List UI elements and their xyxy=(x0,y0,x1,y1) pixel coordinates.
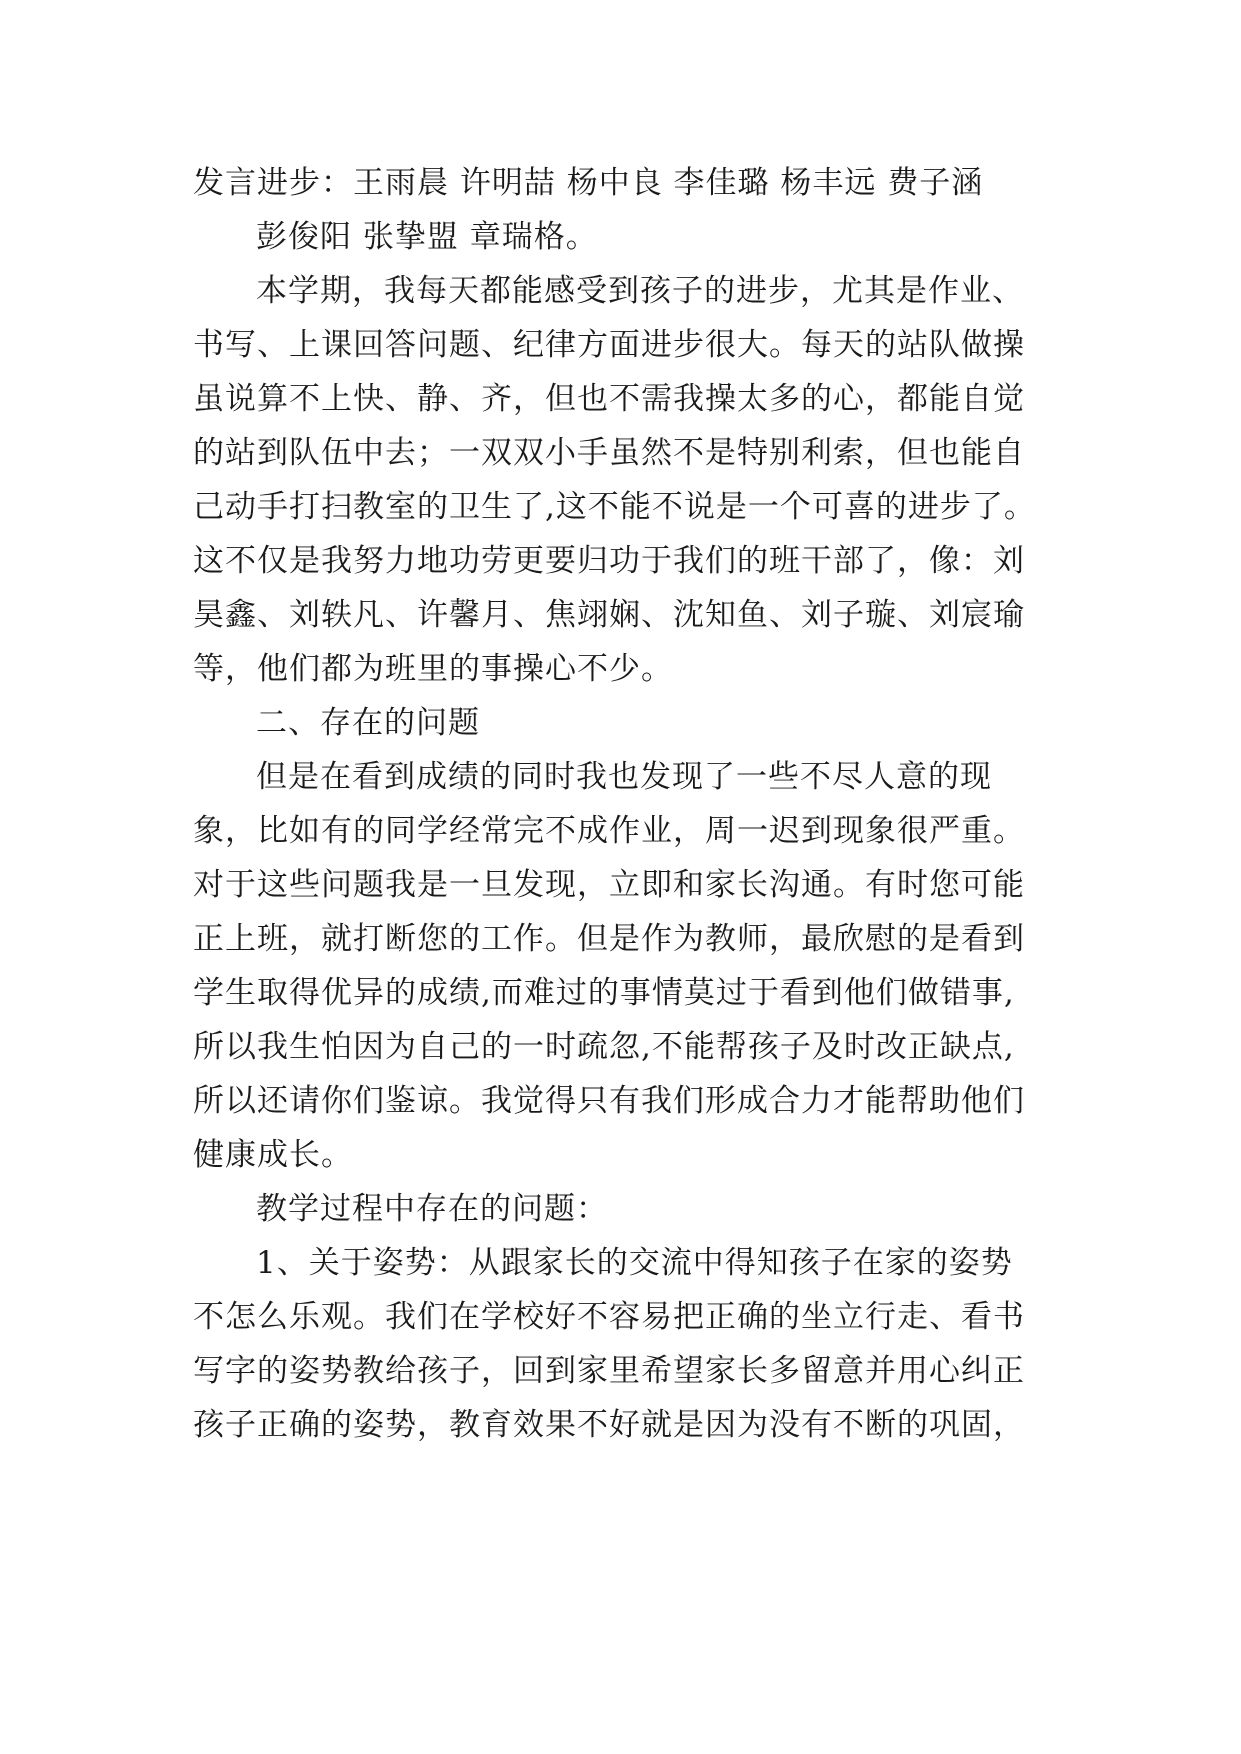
text-line: 学生取得优异的成绩,而难过的事情莫过于看到他们做错事, xyxy=(193,975,1015,1011)
subsection-heading: 教学过程中存在的问题： xyxy=(256,1191,608,1227)
text-line: 所以还请你们鉴谅。我觉得只有我们形成合力才能帮助他们 xyxy=(193,1083,1025,1119)
text-line: 彭俊阳 张挚盟 章瑞格。 xyxy=(256,219,598,255)
text-line: 象，比如有的同学经常完不成作业，周一迟到现象很严重。 xyxy=(193,813,1025,849)
text-line: 但是在看到成绩的同时我也发现了一些不尽人意的现 xyxy=(256,759,992,795)
text-line: 孩子正确的姿势，教育效果不好就是因为没有不断的巩固， xyxy=(193,1407,1025,1443)
text-line: 己动手打扫教室的卫生了,这不能不说是一个可喜的进步了。 xyxy=(193,489,1036,525)
text-line: 发言进步：王雨晨 许明喆 杨中良 李佳璐 杨丰远 费子涵 xyxy=(193,165,984,201)
text-line: 虽说算不上快、静、齐，但也不需我操太多的心，都能自觉 xyxy=(193,381,1025,417)
text-line: 写字的姿势教给孩子，回到家里希望家长多留意并用心纠正 xyxy=(193,1353,1025,1389)
text-line: 所以我生怕因为自己的一时疏忽,不能帮孩子及时改正缺点, xyxy=(193,1029,1015,1065)
text-line: 不怎么乐观。我们在学校好不容易把正确的坐立行走、看书 xyxy=(193,1299,1025,1335)
text-line: 1、关于姿势：从跟家长的交流中得知孩子在家的姿势 xyxy=(256,1245,1013,1281)
text-line: 等，他们都为班里的事操心不少。 xyxy=(193,651,673,687)
text-line: 这不仅是我努力地功劳更要归功于我们的班干部了，像：刘 xyxy=(193,543,1025,579)
text-line: 对于这些问题我是一旦发现，立即和家长沟通。有时您可能 xyxy=(193,867,1025,903)
text-line: 书写、上课回答问题、纪律方面进步很大。每天的站队做操 xyxy=(193,327,1025,363)
text-line: 健康成长。 xyxy=(193,1137,353,1173)
text-line: 正上班，就打断您的工作。但是作为教师，最欣慰的是看到 xyxy=(193,921,1025,957)
text-line: 昊鑫、刘轶凡、许馨月、焦翊娴、沈知鱼、刘子璇、刘宸瑜 xyxy=(193,597,1025,633)
text-line: 本学期，我每天都能感受到孩子的进步，尤其是作业、 xyxy=(256,273,1024,309)
section-heading: 二、存在的问题 xyxy=(256,705,480,741)
text-line: 的站到队伍中去；一双双小手虽然不是特别利索，但也能自 xyxy=(193,435,1025,471)
